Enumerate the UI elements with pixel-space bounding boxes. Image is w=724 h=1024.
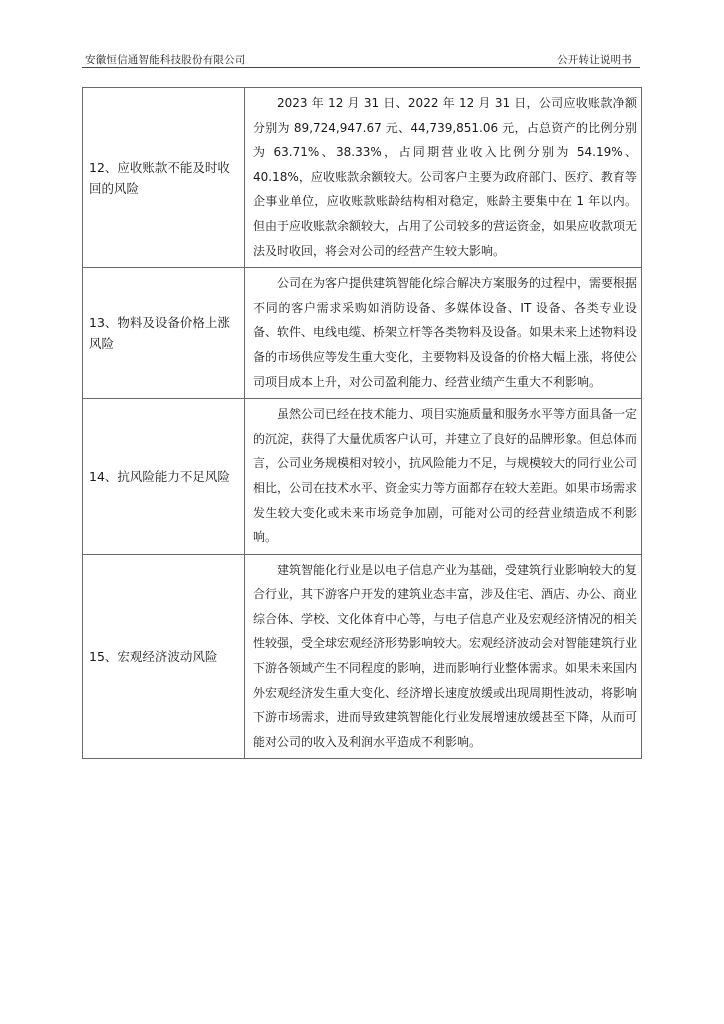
page-header — [82, 50, 640, 68]
header-document-type: 公开转让说明书 — [557, 54, 632, 66]
risk-description: 虽然公司已经在技术能力、项目实施质量和服务水平等方面具备一定的沉淀，获得了大量优质客户认可，并建立了良好的品牌形象。但总体而言，公司业务规模相对较小，抗风险能力不足，与规模较大的同行业公司相比，公司在技术水平、资金实力等方面都存在较大差距。如果市场需求发生较大变化或未来市场竞争加剧，可能对公司的经营业绩造成不利影响。 — [245, 399, 642, 555]
table-row — [83, 399, 642, 555]
risk-factors-table — [82, 87, 642, 759]
risk-title: 14、抗风险能力不足风险 — [83, 399, 245, 555]
table-row — [83, 268, 642, 399]
risk-description: 公司在为客户提供建筑智能化综合解决方案服务的过程中，需要根据不同的客户需求采购如消防设备、多媒体设备、IT 设备、各类专业设备、软件、电线电缆、桥架立杆等各类物料及设备。如果未来上述物料设备的市场供应等发生重大变化，主要物料及设备的价格大幅上涨，将使公司项目成本上升，对公司盈利能力、经营业绩产生重大不利影响。 — [245, 268, 642, 399]
risk-description: 2023 年 12 月 31 日、2022 年 12 月 31 日，公司应收账款净额分别为 89,724,947.67 元、44,739,851.06 元，占总资产的比例分别为 63.71%、38.33%，占同期营业收入比例分别为 54.19%、40.18%，应收账款余额较大。公司客户主要为政府部门、医疗、教育等企事业单位，应收账款账龄结构相对稳定，账龄主要集中在 1 年以内。但由于应收账款余额较大，占用了公司较多的营运资金，如果应收款项无法及时收回，将会对公司的经营产生较大影响。 — [245, 88, 642, 268]
risk-title: 15、宏观经济波动风险 — [83, 554, 245, 759]
risk-title: 13、物料及设备价格上涨风险 — [83, 268, 245, 399]
table-row — [83, 554, 642, 759]
table-row — [83, 88, 642, 268]
risk-description: 建筑智能化行业是以电子信息产业为基础，受建筑行业影响较大的复合行业，其下游客户开发的建筑业态丰富，涉及住宅、酒店、办公、商业综合体、学校、文化体育中心等，与电子信息产业及宏观经济情况的相关性较强，受全球宏观经济形势影响较大。宏观经济波动会对智能建筑行业下游各领域产生不同程度的影响，进而影响行业整体需求。如果未来国内外宏观经济发生重大变化、经济增长速度放缓或出现周期性波动，将影响下游市场需求，进而导致建筑智能化行业发展增速放缓甚至下降，从而可能对公司的收入及利润水平造成不利影响。 — [245, 554, 642, 759]
risk-title: 12、应收账款不能及时收回的风险 — [83, 88, 245, 268]
header-company-name: 安徽恒信通智能科技股份有限公司 — [85, 54, 246, 66]
